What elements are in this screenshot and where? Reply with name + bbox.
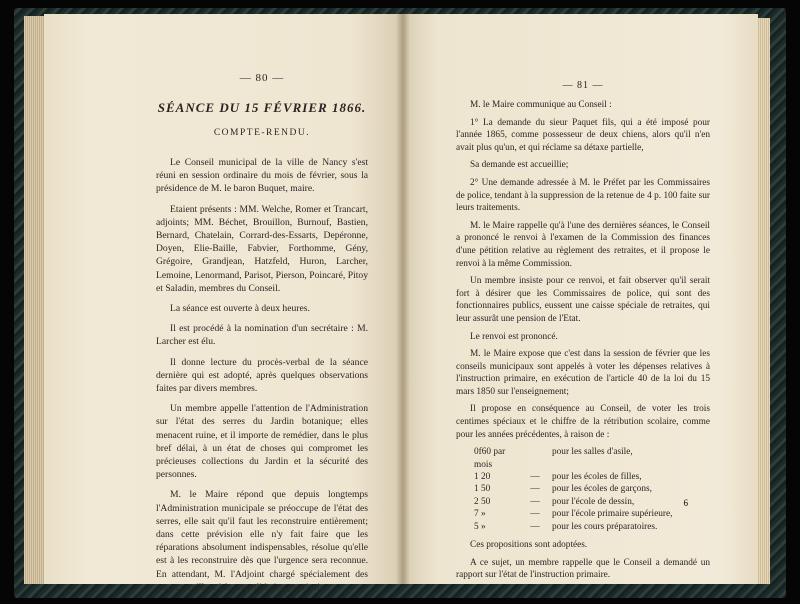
paragraph: Il propose en conséquence au Conseil, de voter les trois centimes spéciaux et le chiffre de la rétribution scolaire, comme pour les années précédentes, à raison de : (456, 404, 710, 440)
paragraph: Un membre insiste pour ce renvoi, et fait observer qu'il serait fort à désirer que les Commissaires de police, qui sont des fonctionnaires publics, eussent une caisse spéciale de retraites, qui leur assurât une pension de l'Etat. (456, 276, 710, 324)
paragraph: 1° La demande du sieur Paquet fils, qui a été imposé pour l'année 1865, comme possesseur de deux chiens, alors qu'il n'en avait plus qu'un, et qui réclame sa détaxe partielle, (456, 117, 710, 153)
book-spine (396, 14, 410, 584)
paragraph: La séance est ouverte à deux heures. (170, 303, 310, 315)
page-number-left: — 80 — (239, 72, 285, 84)
rate-dash: — (530, 472, 540, 483)
rate-label: pour l'école de dessin, (552, 496, 635, 507)
paragraph: Le renvoi est prononcé. (470, 331, 558, 342)
rate-dash: — (530, 484, 540, 495)
paragraph: Le Conseil municipal de la ville de Nancy s'est réuni en session ordinaire du mois de février, sous la présidence de M. le baron Buquet, maire. (156, 157, 368, 195)
right-page (402, 14, 758, 584)
paragraph: M. le Maire répond que depuis longtemps l'Administration municipale se préoccupe de l'état des serres, elle sait qu'il faut les reconstruire entièrement; dans cette prévision elle n'y fait faire que les réparations absolument indispensables, résolue qu'elle est à les reconstruire dès que l'urgence sera reconnue. En attendant, M. l'Adjoint chargé spécialement des travaux veillera à la consolidation provisoire. (156, 489, 368, 593)
rate-label: pour l'école primaire supérieure, (552, 509, 673, 520)
paragraph: M. le Maire expose que c'est dans la session de février que les conseils municipaux sont appelés à voter les dépenses relatives à l'instruction primaire, en exécution de l'article 40 de la loi du 15 mars 1850 sur l'enseignement; (456, 349, 710, 397)
paragraph: A ce sujet, un membre rappelle que le Conseil a demandé un rapport sur l'état de l'instruction primaire. (456, 557, 710, 581)
rate-amount: 1 50 (474, 484, 491, 495)
page-number-right: — 81 — (562, 80, 604, 91)
rate-label: pour les cours préparatoires. (552, 521, 658, 532)
paragraph: Ces propositions sont adoptées. (470, 540, 588, 551)
paragraph: 2° Une demande adressée à M. le Préfet par les Commissaires de police, tendant à la suppression de la retenue de 4 p. 100 faite sur leurs traitements. (456, 177, 710, 214)
paragraph: M. le Maire communique au Conseil : (470, 100, 612, 110)
rate-amount: 0f60 par mois (474, 447, 506, 470)
rate-dash: — (530, 521, 540, 532)
table-row (474, 521, 678, 533)
rate-amount: 5 » (474, 521, 486, 532)
paragraph: Etaient présents : MM. Welche, Romer et Trancart, adjoints; MM. Béchet, Brouillon, Burnouf, Bastien, Bernard, Chatelain, Corrard-des-Essarts, Depéronne, Doyen, Elie-Baille, Fabvier, Forthomme, Gény, Grégoire, Grandjean, Hatzfeld, Huron, Larcher, Lemoine, Lenormand, Parisot, Pierson, Poincaré, Pitoy et Saladin, membres du Conseil. (156, 203, 368, 294)
table-row (474, 496, 678, 508)
signature-mark: 6 (683, 498, 688, 508)
rate-label: pour les écoles de filles, (552, 472, 642, 483)
rate-amount: 7 » (474, 509, 486, 520)
rate-amount: 1 20 (474, 472, 491, 483)
paragraph: Un membre appelle l'attention de l'Administration sur l'état des serres du Jardin botanique; elles menacent ruine, et il importe de remédier, dans le plus bref délai, à un état de choses qui compromet les précieuses collections du Jardin et la sécurité des personnes. (156, 403, 368, 481)
table-row (474, 508, 678, 520)
session-title: SÉANCE DU 15 FÉVRIER 1866. (157, 100, 367, 115)
left-page-edges (24, 16, 46, 584)
paragraph: Il donne lecture du procès-verbal de la séance dernière qui est adopté, après quelques observations faites par divers membres. (156, 356, 368, 395)
rate-amount: 2 50 (474, 496, 491, 507)
rate-dash: — (530, 496, 540, 507)
rate-label: pour les salles d'asile, (552, 447, 633, 458)
table-row (474, 446, 678, 471)
table-row (474, 471, 678, 483)
left-page (44, 14, 404, 593)
paragraph: Sa demande est accueillie; (470, 160, 569, 171)
paragraph: Il est procédé à la nomination d'un secrétaire : M. Larcher est élu. (156, 323, 368, 348)
table-row (474, 483, 678, 495)
rate-dash (524, 446, 552, 471)
rate-label: pour les écoles de garçons, (552, 484, 652, 495)
rate-table (474, 446, 678, 533)
section-subtitle: COMPTE-RENDU. (213, 128, 311, 138)
rate-dash: — (530, 509, 540, 520)
paragraph: M. le Maire rappelle qu'à l'une des dernières séances, le Conseil a prononcé le renvoi à l'examen de la Commission des finances d'une pétition relative au règlement des retraites, et il propose le renvoi à la même Commission. (456, 220, 710, 269)
